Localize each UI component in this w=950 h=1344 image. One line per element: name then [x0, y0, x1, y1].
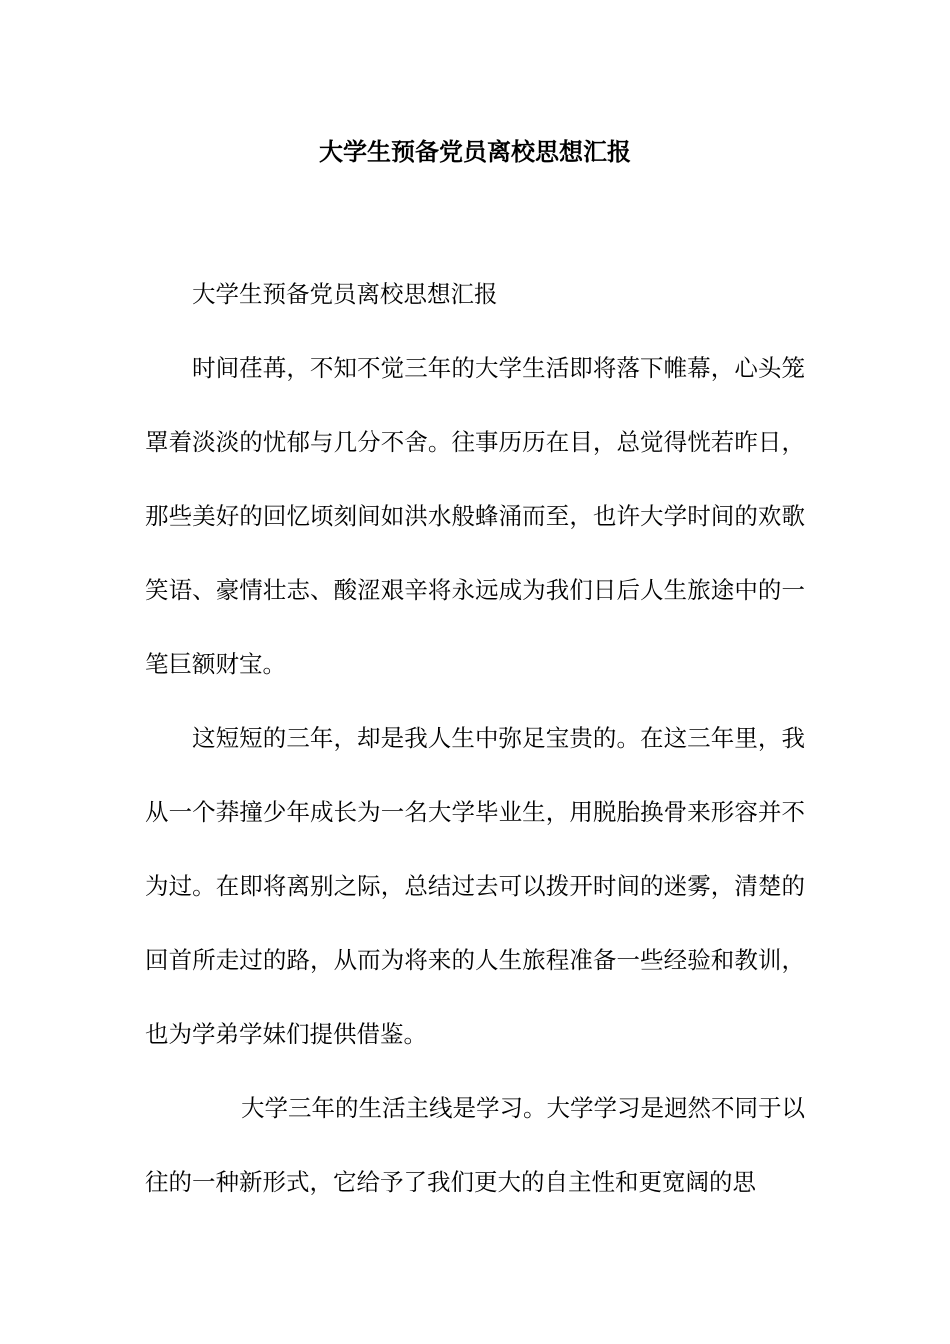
paragraph-three-years: 这短短的三年，却是我人生中弥足宝贵的。在这三年里，我从一个莽撞少年成长为一名大学毕业生，用脱胎换骨来形容并不为过。在即将离别之际，总结过去可以拨开时间的迷雾，清楚的回首所走过的路，从而为将来的人生旅程准备一些经验和教训，也为学弟学妹们提供借鉴。 [145, 724, 805, 1048]
paragraph-intro: 时间荏苒，不知不觉三年的大学生活即将落下帷幕，心头笼罩着淡淡的忧郁与几分不舍。往事历历在目，总觉得恍若昨日，那些美好的回忆顷刻间如洪水般蜂涌而至，也许大学时间的欢歌笑语、豪情壮志、酸涩艰辛将永远成为我们日后人生旅途中的一笔巨额财宝。 [145, 354, 805, 678]
document-title: 大学生预备党员离校思想汇报 [319, 137, 631, 166]
paragraph-subtitle: 大学生预备党员离校思想汇报 [192, 280, 498, 308]
paragraph-study: 大学三年的生活主线是学习。大学学习是迥然不同于以往的一种新形式，它给予了我们更大的自主性和更宽阔的思 [145, 1094, 805, 1196]
document-body [145, 257, 805, 1219]
